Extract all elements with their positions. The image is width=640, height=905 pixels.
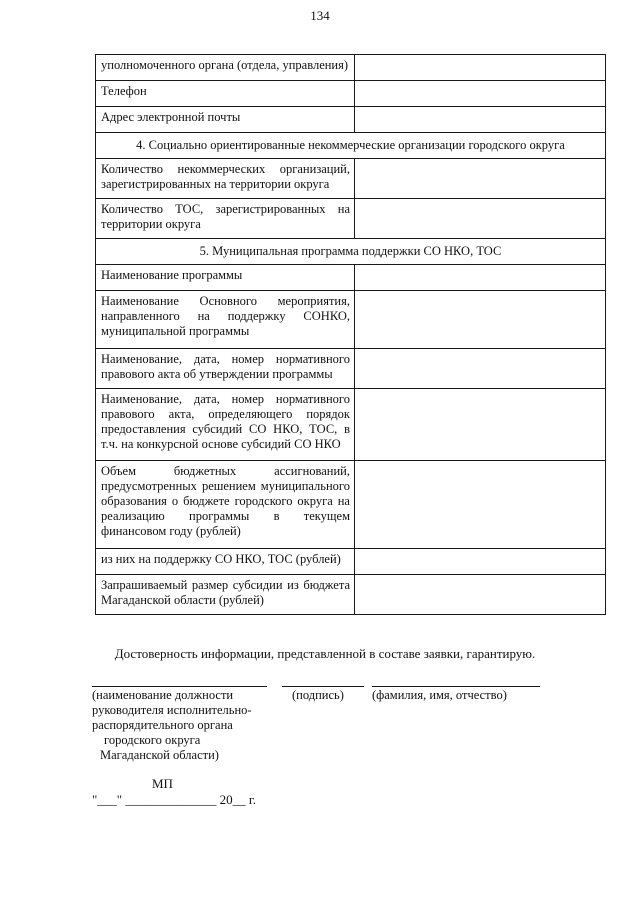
value-cell[interactable] — [355, 349, 606, 389]
position-caption-line: распорядительного органа — [92, 718, 233, 732]
value-cell[interactable] — [355, 265, 606, 291]
row-label: Наименование Основного мероприятия, направленного на поддержку СОНКО, муниципальной программы — [96, 291, 355, 349]
name-caption: (фамилия, имя, отчество) — [372, 688, 507, 702]
sign-caption: (подпись) — [292, 688, 344, 702]
page-number: 134 — [310, 8, 330, 23]
table-row — [96, 549, 606, 575]
table-row — [96, 461, 606, 549]
section-row — [96, 239, 606, 265]
row-label: Наименование программы — [96, 265, 355, 291]
table-row — [96, 291, 606, 349]
value-cell[interactable] — [355, 55, 606, 81]
table-row — [96, 159, 606, 199]
section-heading: 4. Социально ориентированные некоммерческие организации городского округа — [96, 133, 606, 159]
table-row — [96, 55, 606, 81]
value-cell[interactable] — [355, 159, 606, 199]
row-label: Объем бюджетных ассигнований, предусмотренных решением муниципального образования о бюджете городского округа на реализацию программы в текущем финансовом году (рублей) — [96, 461, 355, 549]
guarantee-statement: Достоверность информации, представленной в составе заявки, гарантирую. — [114, 646, 536, 661]
value-cell[interactable] — [355, 291, 606, 349]
value-cell[interactable] — [355, 461, 606, 549]
application-form-table — [95, 54, 606, 615]
table-row — [96, 575, 606, 615]
position-caption-line: (наименование должности — [92, 688, 234, 702]
row-label: Запрашиваемый размер субсидии из бюджета Магаданской области (рублей) — [96, 575, 355, 615]
name-signature-line[interactable] — [372, 686, 540, 687]
table-row — [96, 265, 606, 291]
row-label: Адрес электронной почты — [96, 107, 355, 133]
section-row — [96, 133, 606, 159]
row-label: из них на поддержку СО НКО, ТОС (рублей) — [96, 549, 355, 575]
position-caption-line: городского округа — [104, 733, 201, 747]
position-caption-line: Магаданской области) — [100, 748, 219, 762]
value-cell[interactable] — [355, 81, 606, 107]
position-caption — [92, 688, 267, 763]
stamp-place-label: МП — [152, 776, 173, 791]
position-caption-line: руководителя исполнительно- — [92, 703, 252, 717]
value-cell[interactable] — [355, 575, 606, 615]
table-row — [96, 107, 606, 133]
row-label: Телефон — [96, 81, 355, 107]
value-cell[interactable] — [355, 389, 606, 461]
position-signature-line[interactable] — [92, 686, 267, 687]
value-cell[interactable] — [355, 107, 606, 133]
row-label: Наименование, дата, номер нормативного правового акта, определяющего порядок предоставления субсидий СО НКО, ТОС, в т.ч. на конкурсной основе субсидий СО НКО — [96, 389, 355, 461]
table-row — [96, 389, 606, 461]
sign-signature-line[interactable] — [282, 686, 364, 687]
value-cell[interactable] — [355, 199, 606, 239]
date-line[interactable]: "___" ______________ 20__ г. — [92, 792, 256, 807]
value-cell[interactable] — [355, 549, 606, 575]
table-row — [96, 349, 606, 389]
section-heading: 5. Муниципальная программа поддержки СО НКО, ТОС — [96, 239, 606, 265]
row-label: уполномоченного органа (отдела, управления) — [96, 55, 355, 81]
row-label: Наименование, дата, номер нормативного правового акта об утверждении программы — [96, 349, 355, 389]
row-label: Количество некоммерческих организаций, зарегистрированных на территории округа — [96, 159, 355, 199]
table-row — [96, 199, 606, 239]
row-label: Количество ТОС, зарегистрированных на территории округа — [96, 199, 355, 239]
table-row — [96, 81, 606, 107]
